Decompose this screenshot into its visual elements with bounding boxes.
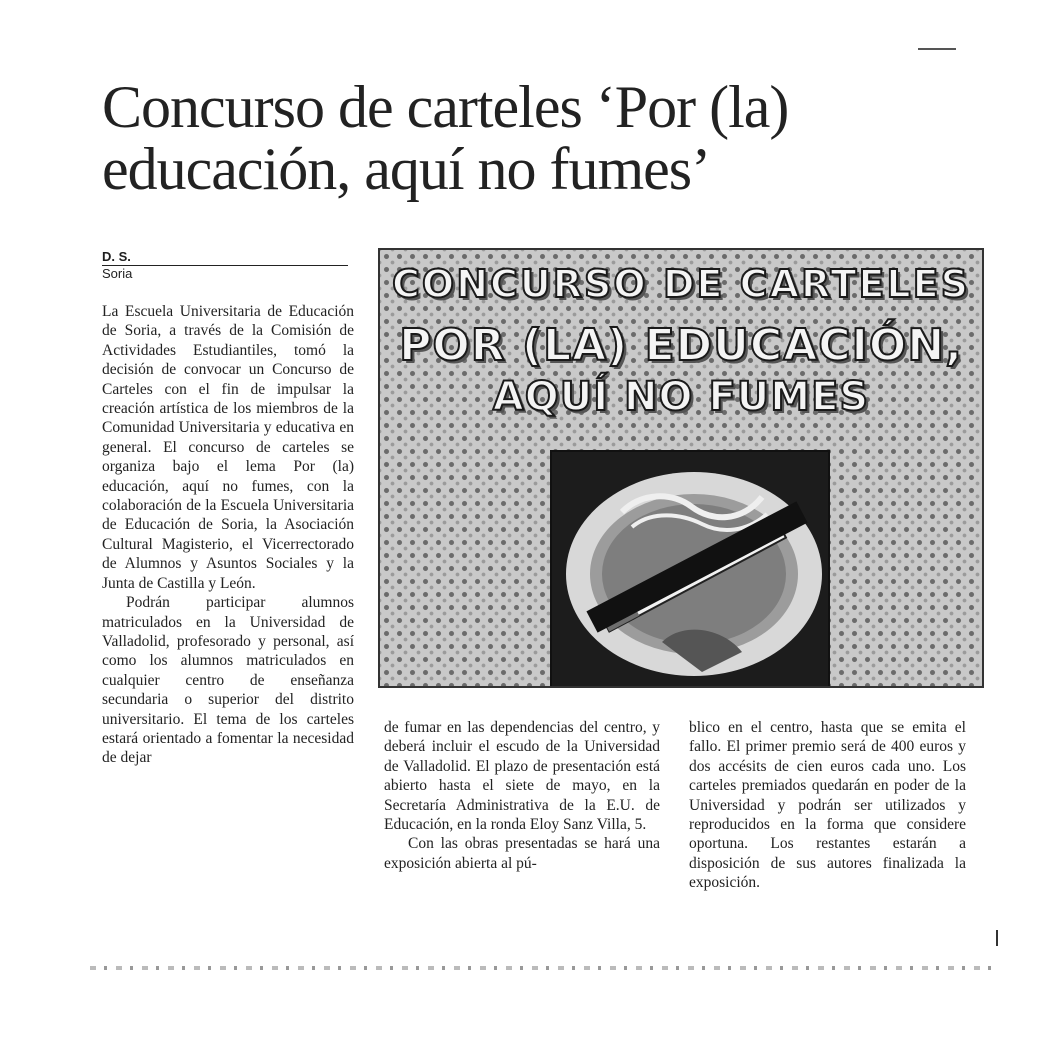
poster-title-line-2: POR (LA) EDUCACIÓN, <box>399 320 963 371</box>
body-column-1 <box>102 302 354 768</box>
headline <box>102 76 982 200</box>
paragraph-intro: La Escuela Universitaria de Educación de Soria, a través de la Comisión de Actividades Estudiantiles, tomó la decisión de convocar un Concurso de Carteles con el fin de impulsar la creación artística de los miembros de la Comunidad Universitaria y educativa en general. El concurso de carteles se organiza bajo el lema Por (la) educación, aquí no fumes, con la colaboración de la Escuela Universitaria de Educación de Soria, la Asociación Cultural Magisterio, el Vicerrectorado de Alumnos y Asuntos Sociales y la Junta de Castilla y León. <box>102 303 354 592</box>
poster-title-line-3: AQUÍ NO FUMES <box>492 374 870 420</box>
byline-location: Soria <box>102 266 133 281</box>
body-column-3 <box>689 718 966 893</box>
paragraph-deadline: de fumar en las dependencias del centro, y deberá incluir el escudo de la Universidad de Valladolid. El plazo de presentación está abierto hasta el siete de mayo, en la Secretaría Administrativa de la E.U. de Educación, en la ronda Eloy Sanz Villa, 5. <box>384 719 660 834</box>
headline-line-2: educación, aquí no fumes’ <box>102 136 711 202</box>
body-column-2 <box>384 718 660 873</box>
no-smoking-icon <box>550 450 830 688</box>
byline-author: D. S. <box>102 250 348 266</box>
poster-title-line-1: CONCURSO DE CARTELES <box>392 262 970 306</box>
column-end-mark <box>996 930 998 946</box>
byline <box>102 250 348 281</box>
paragraph-prizes: blico en el centro, hasta que se emita el fallo. El primer premio será de 400 euros y dos accésits de cien euros cada uno. Los carteles premiados quedarán en poder de la Universidad y podrán ser utilizados y reproducidos en la forma que considere oportuna. Los restantes estarán a disposición de sus autores finalizada la exposición. <box>689 719 966 892</box>
top-right-rule <box>918 48 956 50</box>
paragraph-participants: Podrán participar alumnos matriculados en la Universidad de Valladolid, profesorado y personal, así como los alumnos matriculados en cualquier centro de enseñanza secundaria o superior del distrito universitario. El tema de los carteles estará orientado a fomentar la necesidad de dejar <box>102 594 354 767</box>
scan-noise-strip <box>90 966 995 970</box>
paragraph-exhibition: Con las obras presentadas se hará una exposición abierta al pú- <box>384 835 660 872</box>
headline-line-1: Concurso de carteles ‘Por (la) <box>102 74 789 140</box>
poster-image <box>378 248 984 688</box>
